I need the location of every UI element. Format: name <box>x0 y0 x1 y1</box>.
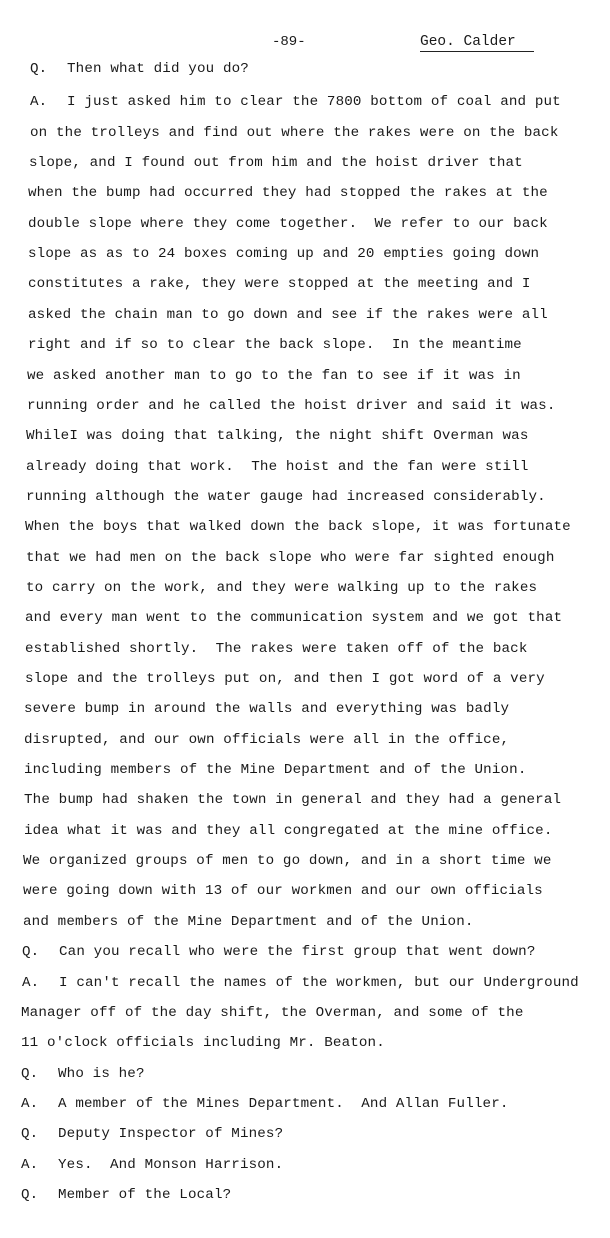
speaker-label: Q. <box>22 944 40 961</box>
transcript-line <box>28 213 548 235</box>
line-text: slope and the trolleys put on, and then I got word of a very <box>25 671 545 687</box>
line-text: 11 o'clock officials including Mr. Beaton. <box>21 1035 385 1052</box>
line-text: The bump had shaken the town in general and they had a general <box>24 792 562 809</box>
transcript-line <box>24 729 509 751</box>
speaker-label: A. <box>21 1156 39 1173</box>
transcript-line <box>24 698 509 720</box>
transcript-line <box>21 1032 385 1054</box>
transcript-line <box>21 1002 524 1024</box>
transcript-line <box>25 668 545 690</box>
question-line <box>30 58 249 80</box>
question-line <box>21 1123 283 1145</box>
answer-line <box>21 1093 509 1115</box>
witness-name: Geo. Calder <box>420 34 534 52</box>
line-text: constitutes a rake, they were stopped at the meeting and I <box>28 276 531 293</box>
page-number: -89- <box>272 34 306 50</box>
speaker-label: Q. <box>21 1065 39 1082</box>
transcript-line <box>26 577 537 599</box>
line-text: Then what did you do? <box>67 61 249 77</box>
speaker-label: Q. <box>21 1186 39 1203</box>
line-text: right and if so to clear the back slope. In the meantime <box>28 337 522 354</box>
line-text: that we had men on the back slope who were far sighted enough <box>26 549 555 566</box>
line-text: and members of the Mine Department and of the Union. <box>23 913 474 930</box>
transcript-line <box>27 395 556 417</box>
line-text: we asked another man to go to the fan to see if it was in <box>27 367 521 384</box>
line-text: When the boys that walked down the back slope, it was fortunate <box>25 519 571 536</box>
transcript-line <box>23 911 474 933</box>
transcript-line <box>26 547 555 569</box>
question-line <box>21 1063 145 1085</box>
transcript-line <box>26 486 546 508</box>
line-text: to carry on the work, and they were walking up to the rakes <box>26 579 538 596</box>
line-text: A member of the Mines Department. And Allan Fuller. <box>58 1095 509 1112</box>
line-text: Who is he? <box>58 1065 145 1082</box>
transcript-line <box>25 607 562 629</box>
line-text: Member of the Local? <box>58 1186 232 1203</box>
transcript-line <box>28 304 548 326</box>
speaker-label: A. <box>22 974 40 991</box>
transcript-line <box>28 273 531 295</box>
transcript-line <box>23 850 552 872</box>
question-line <box>21 1184 231 1206</box>
line-text: Manager off of the day shift, the Overman, and some of the <box>21 1004 524 1021</box>
transcript-line <box>23 880 543 902</box>
speaker-label: Q. <box>30 61 48 77</box>
line-text: running order and he called the hoist driver and said it was. <box>27 397 556 414</box>
line-text: slope, and I found out from him and the hoist driver that <box>29 155 523 172</box>
line-text: double slope where they come together. We refer to our back <box>28 215 548 232</box>
line-text: Deputy Inspector of Mines? <box>58 1126 284 1143</box>
transcript-line <box>28 182 548 204</box>
transcript-line <box>26 425 529 447</box>
line-text: Can you recall who were the first group that went down? <box>59 944 536 961</box>
transcript-line <box>25 638 528 660</box>
line-text: established shortly. The rakes were taken off of the back <box>25 640 528 657</box>
transcript-line <box>25 516 571 538</box>
line-text: severe bump in around the walls and everything was badly <box>24 701 510 718</box>
transcript-line <box>29 152 523 174</box>
line-text: slope as as to 24 boxes coming up and 20 empties going down <box>28 246 540 263</box>
line-text: disrupted, and our own officials were all in the office, <box>24 731 510 748</box>
transcript-line <box>24 759 527 781</box>
line-text: We organized groups of men to go down, and in a short time we <box>23 853 552 870</box>
transcript-line <box>27 365 521 387</box>
line-text: I just asked him to clear the 7800 bottom of coal and put <box>67 94 561 111</box>
line-text: already doing that work. The hoist and the fan were still <box>26 458 529 475</box>
transcript-line <box>24 820 553 842</box>
answer-line <box>22 972 579 994</box>
speaker-label: A. <box>21 1095 39 1112</box>
line-text: were going down with 13 of our workmen and our own officials <box>23 883 543 900</box>
line-text: when the bump had occurred they had stopped the rakes at the <box>28 185 548 202</box>
line-text: including members of the Mine Department and of the Union. <box>24 762 527 779</box>
line-text: WhileI was doing that talking, the night shift Overman was <box>26 428 529 445</box>
line-text: idea what it was and they all congregated at the mine office. <box>24 822 553 839</box>
transcript-line <box>24 789 561 811</box>
answer-line <box>21 1154 283 1176</box>
transcript-line <box>30 122 559 144</box>
speaker-label: A. <box>30 94 48 111</box>
speaker-label: Q. <box>21 1126 39 1143</box>
line-text: asked the chain man to go down and see if the rakes were all <box>28 306 548 323</box>
transcript-line <box>26 456 529 478</box>
transcript-line <box>28 243 539 265</box>
line-text: Yes. And Monson Harrison. <box>58 1156 284 1173</box>
line-text: and every man went to the communication system and we got that <box>25 610 563 627</box>
answer-line <box>30 91 561 113</box>
transcript-line <box>28 334 522 356</box>
line-text: running although the water gauge had increased considerably. <box>26 488 546 505</box>
line-text: on the trolleys and find out where the rakes were on the back <box>30 124 559 141</box>
line-text: I can't recall the names of the workmen, but our Underground <box>59 974 579 991</box>
question-line <box>22 941 536 963</box>
